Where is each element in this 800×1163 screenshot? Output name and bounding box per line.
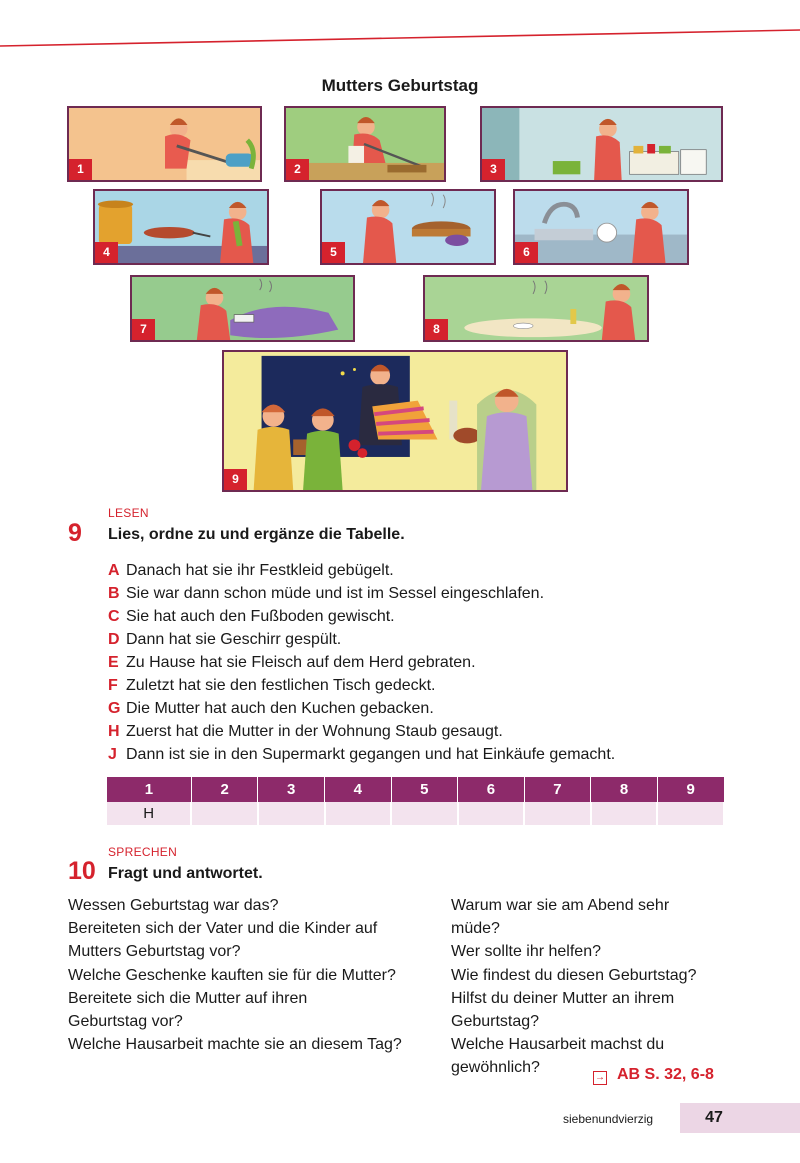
- exercise-10-instruction: Fragt und antwortet.: [108, 865, 263, 882]
- sentence-item: [108, 651, 615, 674]
- sentence-text: Sie war dann schon müde und ist im Sessel eingeschlafen.: [126, 585, 545, 602]
- sentence-item: [108, 674, 615, 697]
- question-line: Wie findest du diesen Geburtstag?: [451, 966, 697, 984]
- sentence-letter: E: [108, 654, 119, 671]
- exercise-number-9: 9: [68, 519, 82, 547]
- answer-table-row: [107, 802, 724, 825]
- table-header-cell: 6: [458, 777, 525, 802]
- sentence-item: [108, 720, 615, 743]
- questions-right-column: [451, 894, 696, 1080]
- question-line: müde?: [451, 920, 500, 938]
- table-header-cell: 8: [591, 777, 658, 802]
- question-line: Geburtstag?: [451, 1013, 540, 1031]
- illustration-7-ironing: [130, 275, 355, 342]
- sentence-item: [108, 628, 615, 651]
- header-red-line: [0, 0, 800, 50]
- table-header-cell: 1: [107, 777, 191, 802]
- sentence-letter: B: [108, 585, 120, 602]
- table-header-cell: 5: [391, 777, 458, 802]
- questions-left-column: [68, 894, 402, 1056]
- sentence-item: [108, 559, 615, 582]
- answer-cell[interactable]: H: [107, 802, 191, 825]
- exercise-9-instruction: Lies, ordne zu und ergänze die Tabelle.: [108, 526, 405, 543]
- section-label-lesen: LESEN: [108, 506, 149, 520]
- picture-number: 1: [69, 159, 92, 180]
- question-line: Welche Hausarbeit machst du: [451, 1036, 665, 1054]
- workbook-reference-text: AB S. 32, 6-8: [617, 1066, 714, 1083]
- sentence-item: [108, 743, 615, 766]
- illustration-2-mopping: [284, 106, 446, 182]
- sentence-item: [108, 605, 615, 628]
- page-title: Mutters Geburtstag: [321, 76, 479, 95]
- sentence-text: Dann ist sie in den Supermarkt gegangen und hat Einkäufe gemacht.: [126, 746, 616, 763]
- sentence-item: [108, 697, 615, 720]
- picture-number: 5: [322, 242, 345, 263]
- table-header-cell: 7: [524, 777, 591, 802]
- question-line: Wessen Geburtstag war das?: [68, 897, 279, 914]
- illustration-8-setting-table: [423, 275, 649, 342]
- question-line: Welche Hausarbeit machte sie an diesem Tag?: [68, 1036, 402, 1054]
- answer-cell[interactable]: [591, 802, 658, 825]
- picture-number: 9: [224, 469, 247, 490]
- question-line: Warum war sie am Abend sehr: [451, 897, 670, 914]
- sentence-text: Danach hat sie ihr Festkleid gebügelt.: [126, 562, 394, 579]
- sentence-text: Zu Hause hat sie Fleisch auf dem Herd gebraten.: [126, 654, 476, 671]
- question-line: Wer sollte ihr helfen?: [451, 943, 601, 961]
- table-header-cell: 9: [657, 777, 724, 802]
- answer-cell[interactable]: [657, 802, 724, 825]
- picture-number: 8: [425, 319, 448, 340]
- question-line: Hilfst du deiner Mutter an ihrem: [451, 989, 675, 1007]
- answer-table: [107, 777, 725, 825]
- picture-number: 7: [132, 319, 155, 340]
- question-line: Bereiteten sich der Vater und die Kinder auf: [68, 920, 378, 938]
- picture-number: 4: [95, 242, 118, 263]
- exercise-9-sentence-list: [108, 559, 615, 766]
- sentence-letter: H: [108, 723, 120, 740]
- question-line: Bereitete sich die Mutter auf ihren: [68, 989, 308, 1007]
- sentence-text: Zuletzt hat sie den festlichen Tisch gedeckt.: [126, 677, 436, 694]
- answer-cell[interactable]: [325, 802, 392, 825]
- workbook-reference: [593, 1066, 714, 1084]
- sentence-text: Dann hat sie Geschirr gespült.: [126, 631, 342, 648]
- answer-cell[interactable]: [391, 802, 458, 825]
- arrow-icon: →: [595, 1072, 605, 1083]
- question-line: Welche Geschenke kauften sie für die Mutter?: [68, 966, 396, 984]
- illustration-5-baking: [320, 189, 496, 265]
- sentence-letter: D: [108, 631, 120, 648]
- answer-cell[interactable]: [191, 802, 258, 825]
- sentence-letter: C: [108, 608, 120, 625]
- table-header-cell: 4: [325, 777, 392, 802]
- section-label-sprechen: SPRECHEN: [108, 845, 178, 859]
- answer-cell[interactable]: [258, 802, 325, 825]
- illustration-9-birthday-party: [222, 350, 568, 492]
- question-line: Geburtstag vor?: [68, 1013, 183, 1031]
- sentence-letter: J: [108, 746, 117, 763]
- exercise-number-10: 10: [68, 857, 96, 885]
- sentence-item: [108, 582, 615, 605]
- question-line: Mutters Geburtstag vor?: [68, 943, 241, 961]
- table-header-cell: 3: [258, 777, 325, 802]
- sentence-text: Sie hat auch den Fußboden gewischt.: [126, 608, 395, 625]
- illustration-4-cooking: [93, 189, 269, 265]
- sentence-letter: A: [108, 562, 120, 579]
- sentence-text: Die Mutter hat auch den Kuchen gebacken.: [126, 700, 434, 717]
- page-number: 47: [705, 1109, 723, 1126]
- page-number-word: siebenundvierzig: [563, 1112, 654, 1126]
- answer-cell[interactable]: [524, 802, 591, 825]
- sentence-letter: G: [108, 700, 121, 717]
- answer-cell[interactable]: [458, 802, 525, 825]
- illustration-1-vacuuming: [67, 106, 262, 182]
- sentence-text: Zuerst hat die Mutter in der Wohnung Staub gesaugt.: [126, 723, 503, 740]
- illustration-6-washing-dishes: [513, 189, 689, 265]
- question-line: gewöhnlich?: [451, 1059, 540, 1077]
- picture-number: 2: [286, 159, 309, 180]
- picture-number: 3: [482, 159, 505, 180]
- table-header-cell: 2: [191, 777, 258, 802]
- picture-number: 6: [515, 242, 538, 263]
- answer-table-header: [107, 777, 724, 802]
- sentence-letter: F: [108, 677, 118, 694]
- illustration-3-shopping: [480, 106, 723, 182]
